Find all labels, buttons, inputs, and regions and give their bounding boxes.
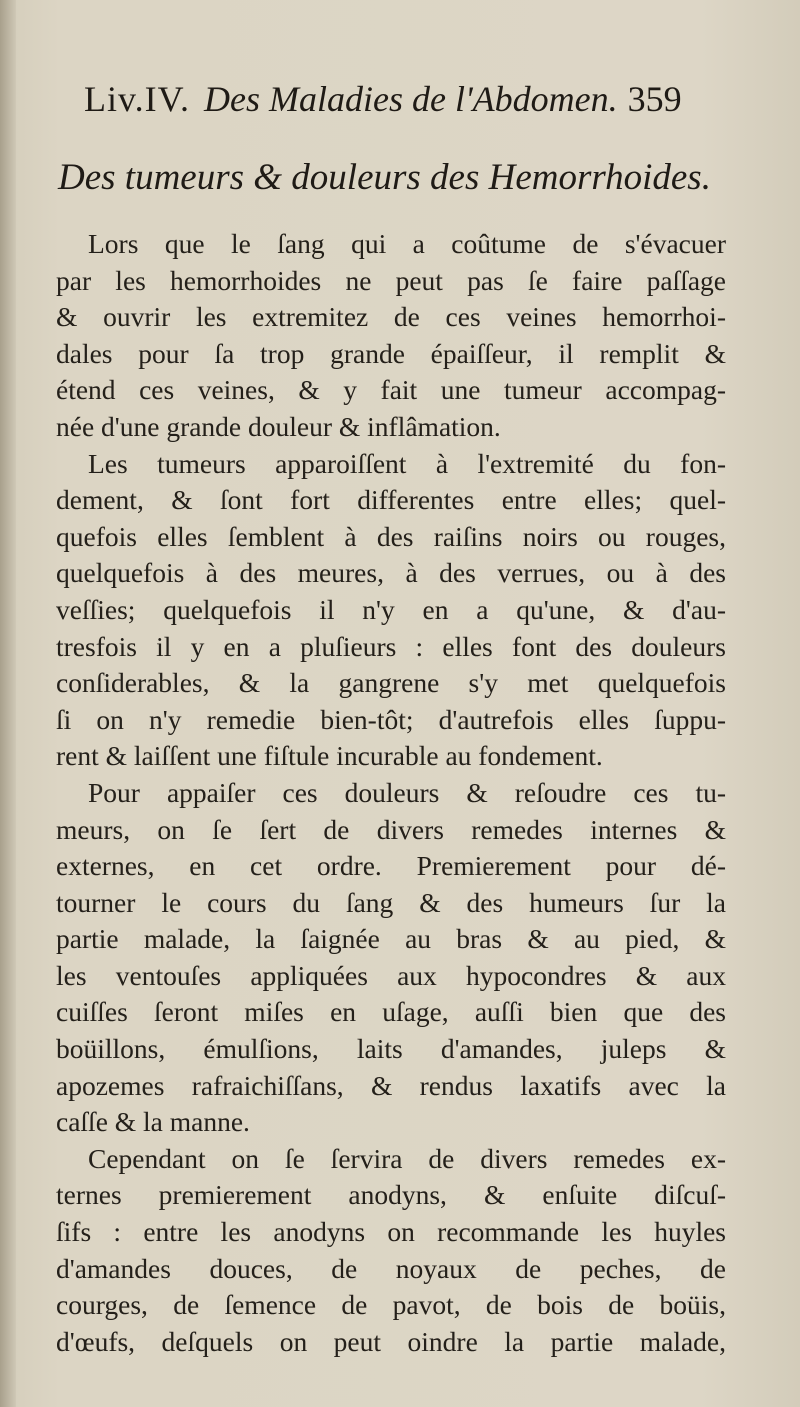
text-line: d'amandes douces, de noyaux de peches, de: [56, 1252, 726, 1284]
text-line: externes, en cet ordre. Premierement pour dé-: [56, 850, 726, 882]
text-line: courges, de ſemence de pavot, de bois de boüis,: [56, 1289, 726, 1321]
text-line: Lors que le ſang qui a coûtume de s'évacuer: [88, 228, 726, 259]
text-line: & ouvrir les extremitez de ces veines hemorrhoi-: [56, 301, 726, 333]
text-line: les ventouſes appliquées aux hypocondres & aux: [56, 959, 726, 991]
text-line: rent & laiſſent une fiſtule incurable au fondement.: [56, 740, 603, 772]
text-line: ſifs : entre les anodyns on recommande les huyles: [56, 1216, 726, 1248]
text-line: veſſies; quelquefois il n'y en a qu'une, & d'au-: [56, 593, 726, 625]
running-header: [84, 74, 744, 124]
text-line: dales pour ſa trop grande épaiſſeur, il remplit &: [56, 337, 726, 369]
text-line: meurs, on ſe ſert de divers remedes internes &: [56, 813, 726, 845]
header-title: Des Maladies de l'Abdomen.: [204, 79, 618, 119]
text-line: étend ces veines, & y fait une tumeur accompag-: [56, 374, 726, 406]
text-line: Cependant on ſe ſervira de divers remedes ex-: [88, 1142, 726, 1174]
text-line: partie malade, la ſaignée au bras & au pied, &: [56, 923, 726, 955]
text-line: cuiſſes ſeront miſes en uſage, auſſi bien que des: [56, 996, 726, 1028]
page-gutter: [0, 0, 16, 1407]
section-title: Des tumeurs & douleurs des Hemorrhoides.: [58, 157, 711, 198]
text-line: caſſe & la manne.: [56, 1106, 250, 1138]
text-line: apozemes rafraichiſſans, & rendus laxatifs avec la: [56, 1069, 726, 1101]
text-line: d'œufs, deſquels on peut oindre la partie malade,: [56, 1325, 726, 1357]
text-line: tourner le cours du ſang & des humeurs ſur la: [56, 886, 726, 918]
text-line: quefois elles ſemblent à des raiſins noirs ou rouges,: [56, 520, 726, 552]
text-line: née d'une grande douleur & inflâmation.: [56, 410, 501, 442]
text-line: Pour appaiſer ces douleurs & reſoudre ces tu-: [88, 776, 726, 808]
text-line: conſiderables, & la gangrene s'y met quelquefois: [56, 667, 726, 699]
text-line: quelquefois à des meures, à des verrues, ou à des: [56, 557, 726, 589]
text-line: ſi on n'y remedie bien-tôt; d'autrefois elles ſuppu-: [56, 703, 726, 735]
page-number: 359: [627, 79, 682, 119]
text-line: dement, & ſont fort differentes entre elles; quel-: [56, 484, 726, 516]
book-number: Liv.IV.: [84, 79, 190, 119]
text-line: par les hemorrhoides ne peut pas ſe faire paſſage: [56, 264, 726, 296]
text-line: tresfois il y en a pluſieurs : elles font des douleurs: [56, 630, 726, 662]
body-text: [56, 226, 726, 1360]
text-line: ternes premierement anodyns, & enſuite diſcuſ-: [56, 1179, 726, 1211]
text-line: Les tumeurs apparoiſſent à l'extremité du fon-: [88, 447, 726, 479]
text-line: boüillons, émulſions, laits d'amandes, juleps &: [56, 1033, 726, 1065]
